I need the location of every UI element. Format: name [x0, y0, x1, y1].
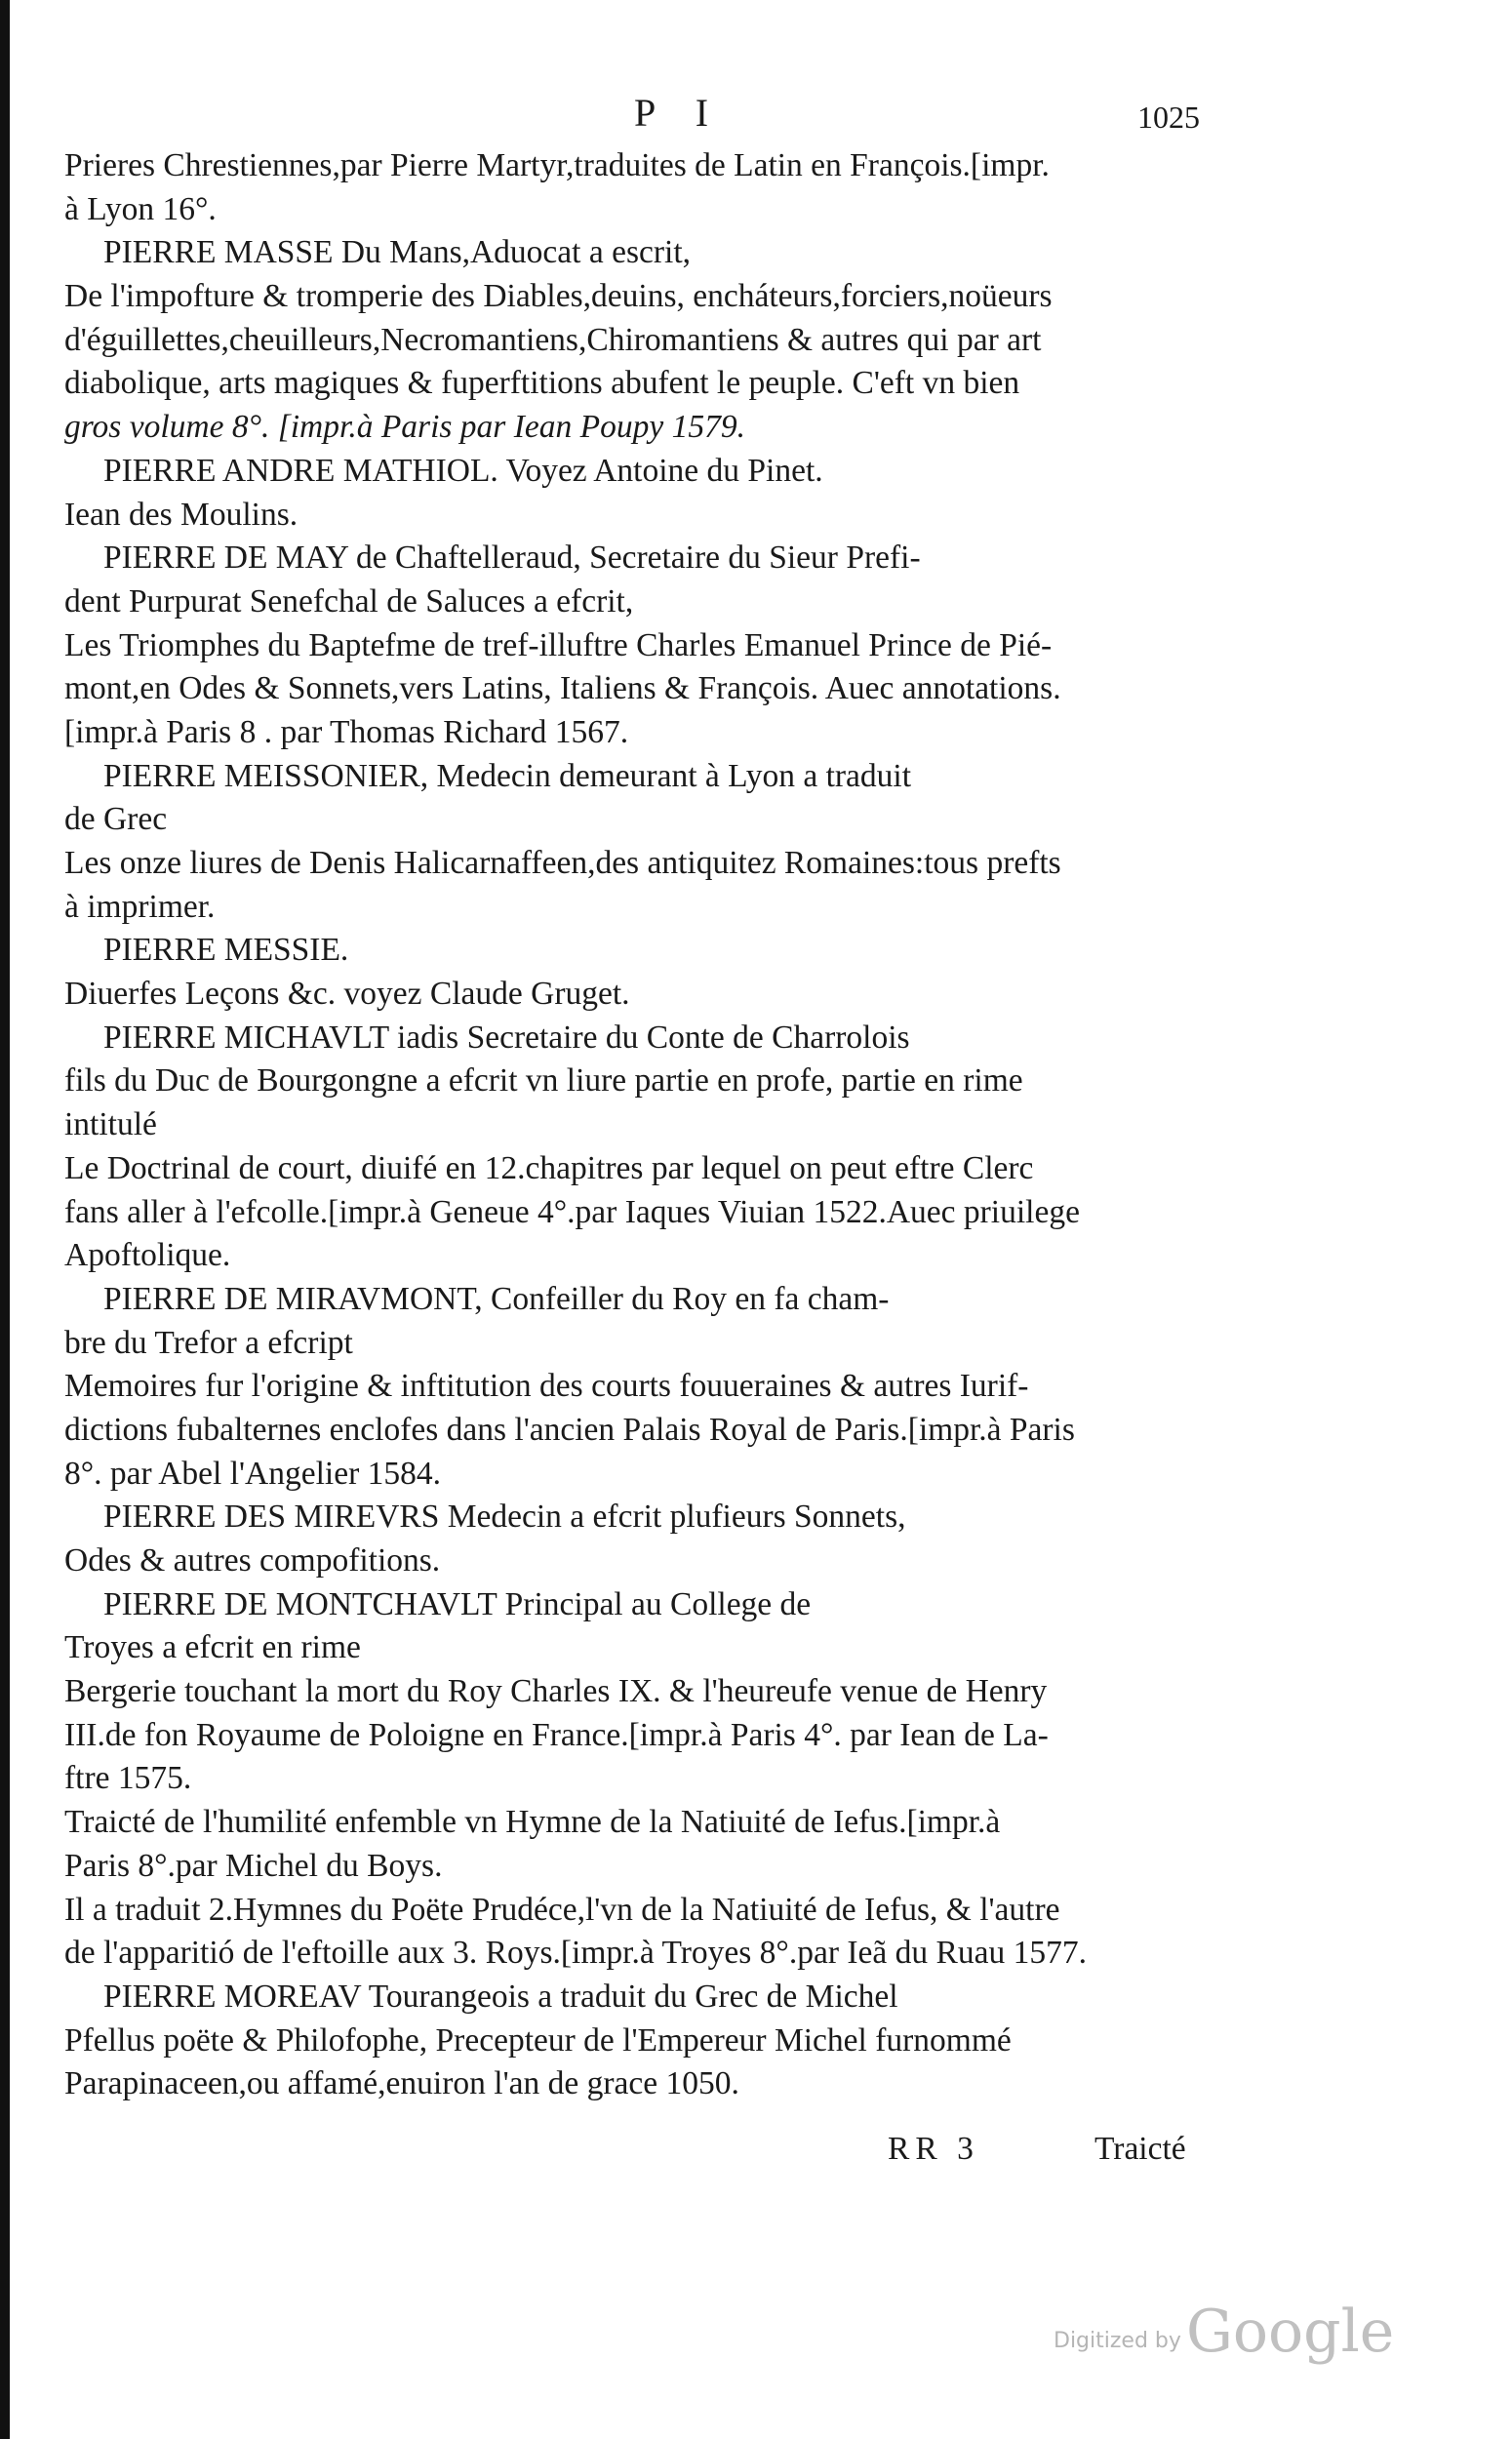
text-line: [impr.à Paris 8 . par Thomas Richard 1567. [64, 713, 629, 750]
text-line: III.de fon Royaume de Poloigne en France.[impr.à Paris 4°. par Iean de La- [64, 1716, 1049, 1753]
entry-heading-line: PIERRE MICHAVLT iadis Secretaire du Conte de Charrolois [103, 1019, 910, 1056]
watermark-prefix: Digitized by [1054, 2329, 1181, 2353]
entry-heading-line: PIERRE MESSIE. [103, 932, 349, 969]
text-line: à Lyon 16°. [64, 190, 217, 227]
text-line: gros volume 8°. [impr.à Paris par Iean Poupy 1579. [64, 409, 745, 446]
text-line: Diuerfes Leçons &c. voyez Claude Gruget. [64, 976, 630, 1013]
body-text [64, 144, 1235, 2106]
entry-heading-line: PIERRE DES MIREVRS Medecin a efcrit plufieurs Sonnets, [103, 1499, 906, 1536]
text-line: Prieres Chrestiennes,par Pierre Martyr,traduites de Latin en François.[impr. [64, 147, 1050, 183]
text-line: diabolique, arts magiques & fuperftitions abufent le peuple. C'eft vn bien [64, 365, 1020, 402]
page-footer [0, 2131, 1512, 2189]
text-line: Apoftolique. [64, 1237, 231, 1274]
text-line: Les onze liures de Denis Halicarnaffeen,des antiquitez Romaines:tous prefts [64, 845, 1061, 881]
entry-heading-line: PIERRE MASSE Du Mans,Aduocat a escrit, [103, 234, 692, 271]
text-line: d'éguillettes,cheuilleurs,Necromantiens,Chiromantiens & autres qui par art [64, 321, 1042, 358]
entry-heading-line: PIERRE ANDRE MATHIOL. Voyez Antoine du Pinet. [103, 452, 823, 489]
google-logo: Google [1186, 2298, 1395, 2366]
text-line: fils du Duc de Bourgongne a efcrit vn liure partie en profe, partie en rime [64, 1062, 1023, 1100]
entry-heading-line: PIERRE DE MIRAVMONT, Confeiller du Roy en fa cham- [103, 1280, 890, 1317]
text-line: Pfellus poëte & Philofophe, Precepteur de l'Empereur Michel furnommé [64, 2021, 1012, 2059]
text-line: de Grec [64, 801, 168, 838]
catchword: Traicté [1094, 2131, 1186, 2167]
text-line: Les Triomphes du Baptefme de tref-illuftre Charles Emanuel Prince de Pié- [64, 626, 1053, 663]
signature-mark: RR 3 [888, 2131, 979, 2167]
entry-heading-line: PIERRE MOREAV Tourangeois a traduit du Grec de Michel [103, 1978, 898, 2015]
text-line: mont,en Odes & Sonnets,vers Latins, Italiens & François. Auec annotations. [64, 670, 1061, 707]
page-number: 1025 [1137, 100, 1200, 135]
text-line: Memoires fur l'origine & inftitution des courts fouueraines & autres Iurif- [64, 1368, 1029, 1405]
text-line: bre du Trefor a efcript [64, 1324, 353, 1361]
text-line: Paris 8°.par Michel du Boys. [64, 1847, 443, 1884]
scan-edge [0, 0, 10, 2439]
entry-heading-line: PIERRE DE MONTCHAVLT Principal au College de [103, 1585, 812, 1622]
text-line: dictions fubalternes enclofes dans l'ancien Palais Royal de Paris.[impr.à Paris [64, 1411, 1075, 1448]
text-line: 8°. par Abel l'Angelier 1584. [64, 1455, 441, 1492]
text-line: Troyes a efcrit en rime [64, 1629, 361, 1666]
entry-heading-line: PIERRE DE MAY de Chaftelleraud, Secretaire du Sieur Prefi- [103, 540, 921, 577]
running-head: P I [634, 91, 725, 135]
text-line: Traicté de l'humilité enfemble vn Hymne de la Natiuité de Iefus.[impr.à [64, 1804, 1001, 1841]
text-line: ftre 1575. [64, 1760, 192, 1797]
text-line: Odes & autres compofitions. [64, 1542, 441, 1579]
text-line: de l'apparitió de l'eftoille aux 3. Roys.[impr.à Troyes 8°.par Ieã du Ruau 1577. [64, 1935, 1087, 1972]
text-line: dent Purpurat Senefchal de Saluces a efcrit, [64, 582, 634, 620]
text-line: Il a traduit 2.Hymnes du Poëte Prudéce,l'vn de la Natiuité de Iefus, & l'autre [64, 1891, 1060, 1928]
entry-heading-line: PIERRE MEISSONIER, Medecin demeurant à Lyon a traduit [103, 757, 912, 794]
text-line: Iean des Moulins. [64, 496, 298, 533]
text-line: fans aller à l'efcolle.[impr.à Geneue 4°.par Iaques Viuian 1522.Auec priuilege [64, 1193, 1080, 1230]
text-line: De l'impofture & tromperie des Diables,deuins, encháteurs,forciers,noüeurs [64, 278, 1053, 315]
digitized-watermark [1054, 2298, 1394, 2366]
text-line: Parapinaceen,ou affamé,enuiron l'an de grace 1050. [64, 2065, 739, 2102]
text-line: à imprimer. [64, 888, 216, 925]
text-line: intitulé [64, 1106, 157, 1143]
text-line: Bergerie touchant la mort du Roy Charles IX. & l'heureufe venue de Henry [64, 1673, 1048, 1710]
text-line: Le Doctrinal de court, diuifé en 12.chapitres par lequel on peut eftre Clerc [64, 1149, 1034, 1186]
page-header [0, 90, 1512, 148]
